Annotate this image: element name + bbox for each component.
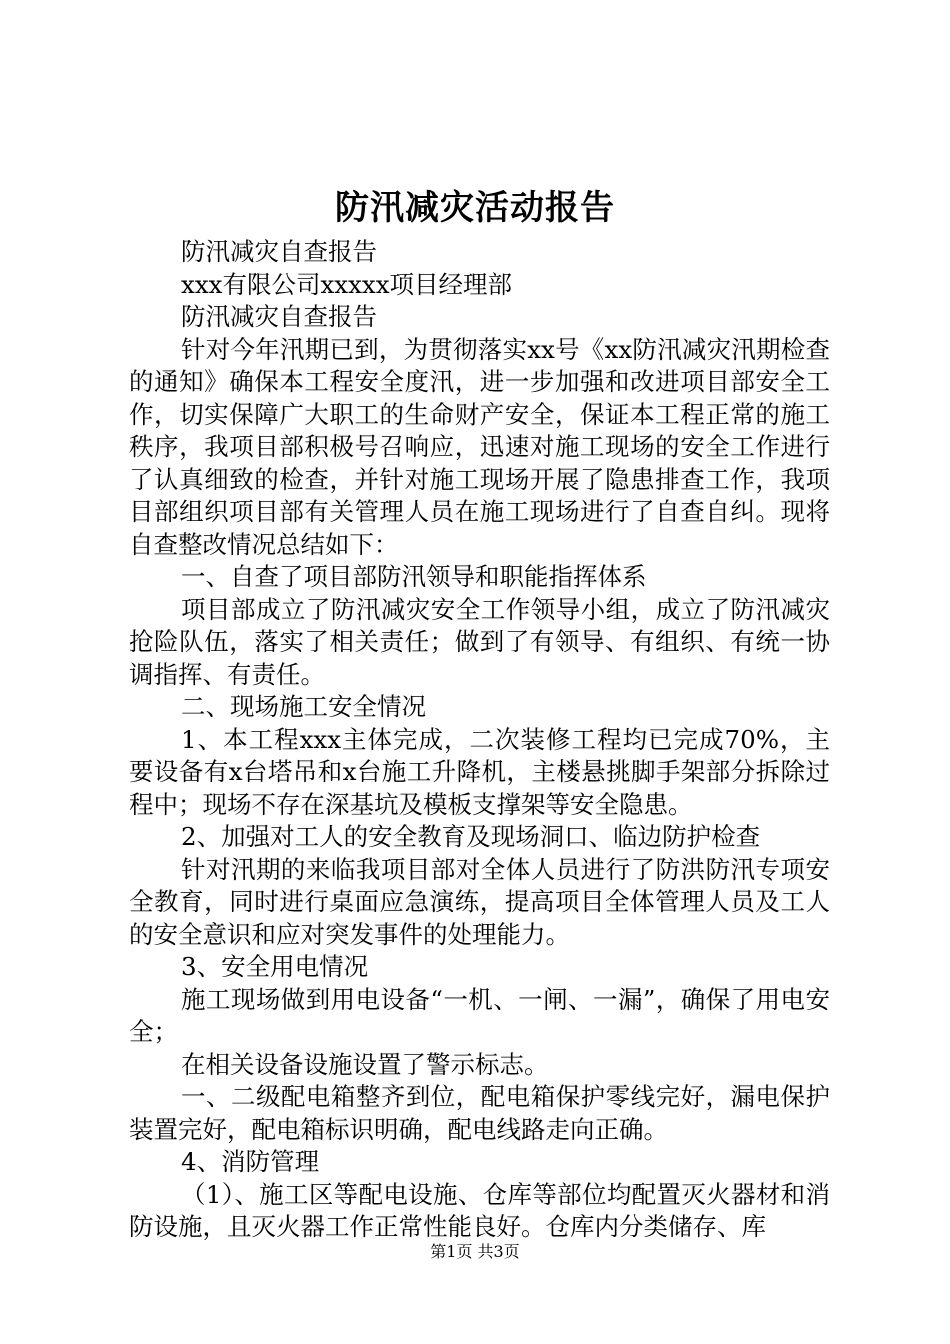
paragraph-heading-2: 防汛减灾自查报告 bbox=[181, 302, 377, 331]
paragraph-company: xxx有限公司xxxxx项目经理部 bbox=[181, 269, 513, 299]
paragraph-item-1: 1、本工程xxx主体完成，二次装修工程均已完成70%，主要设备有x台塔吊和x台施工升降机，主楼悬挑脚手架部分拆除过程中；现场不存在深基坑及模板支撑架等安全隐患。 bbox=[129, 724, 830, 819]
paragraph-item-4-detail: （1）、施工区等配电设施、仓库等部位均配置灭火器材和消防设施，且灭火器工作正常性能良好。仓库内分类储存、库 bbox=[129, 1179, 830, 1241]
paragraph-section-1: 项目部成立了防汛减灾安全工作领导小组，成立了防汛减灾抢险队伍，落实了相关责任；做到了有领导、有组织、有统一协调指挥、有责任。 bbox=[129, 594, 830, 689]
paragraph-item-3-detail-1: 施工现场做到用电设备“一机、一闸、一漏”，确保了用电安全； bbox=[129, 984, 830, 1046]
section-heading-1: 一、自查了项目部防汛领导和职能指挥体系 bbox=[181, 562, 647, 591]
paragraph-item-2: 2、加强对工人的安全教育及现场洞口、临边防护检查 bbox=[181, 822, 761, 851]
paragraph-item-3-detail-2: 在相关设备设施设置了警示标志。 bbox=[181, 1049, 549, 1079]
paragraph-item-3-detail-3: 一、二级配电箱整齐到位，配电箱保护零线完好，漏电保护装置完好，配电箱标识明确，配电线路走向正确。 bbox=[129, 1082, 830, 1144]
paragraph-heading-1: 防汛减灾自查报告 bbox=[181, 237, 377, 266]
page-footer: 第1页 共3页 bbox=[430, 1242, 520, 1261]
paragraph-item-4: 4、消防管理 bbox=[181, 1147, 320, 1176]
paragraph-intro: 针对今年汛期已到，为贯彻落实xx号《xx防汛减灾汛期检查的通知》确保本工程安全度汛，进一步加强和改进项目部安全工作，切实保障广大职工的生命财产安全，保证本工程正常的施工秩序，我项目部积极号召响应，迅速对施工现场的安全工作进行了认真细致的检查，并针对施工现场开展了隐患排查工作，我项目部组织项目部有关管理人员在施工现场进行了自查自纠。现将自查整改情况总结如下： bbox=[129, 334, 830, 559]
paragraph-item-3: 3、安全用电情况 bbox=[181, 952, 369, 981]
document-body bbox=[129, 236, 830, 1244]
section-heading-2: 二、现场施工安全情况 bbox=[181, 692, 426, 721]
paragraph-item-2-detail: 针对汛期的来临我项目部对全体人员进行了防洪防汛专项安全教育，同时进行桌面应急演练，提高项目全体管理人员及工人的安全意识和应对突发事件的处理能力。 bbox=[129, 854, 830, 949]
document-title: 防汛减灾活动报告 bbox=[335, 188, 615, 228]
